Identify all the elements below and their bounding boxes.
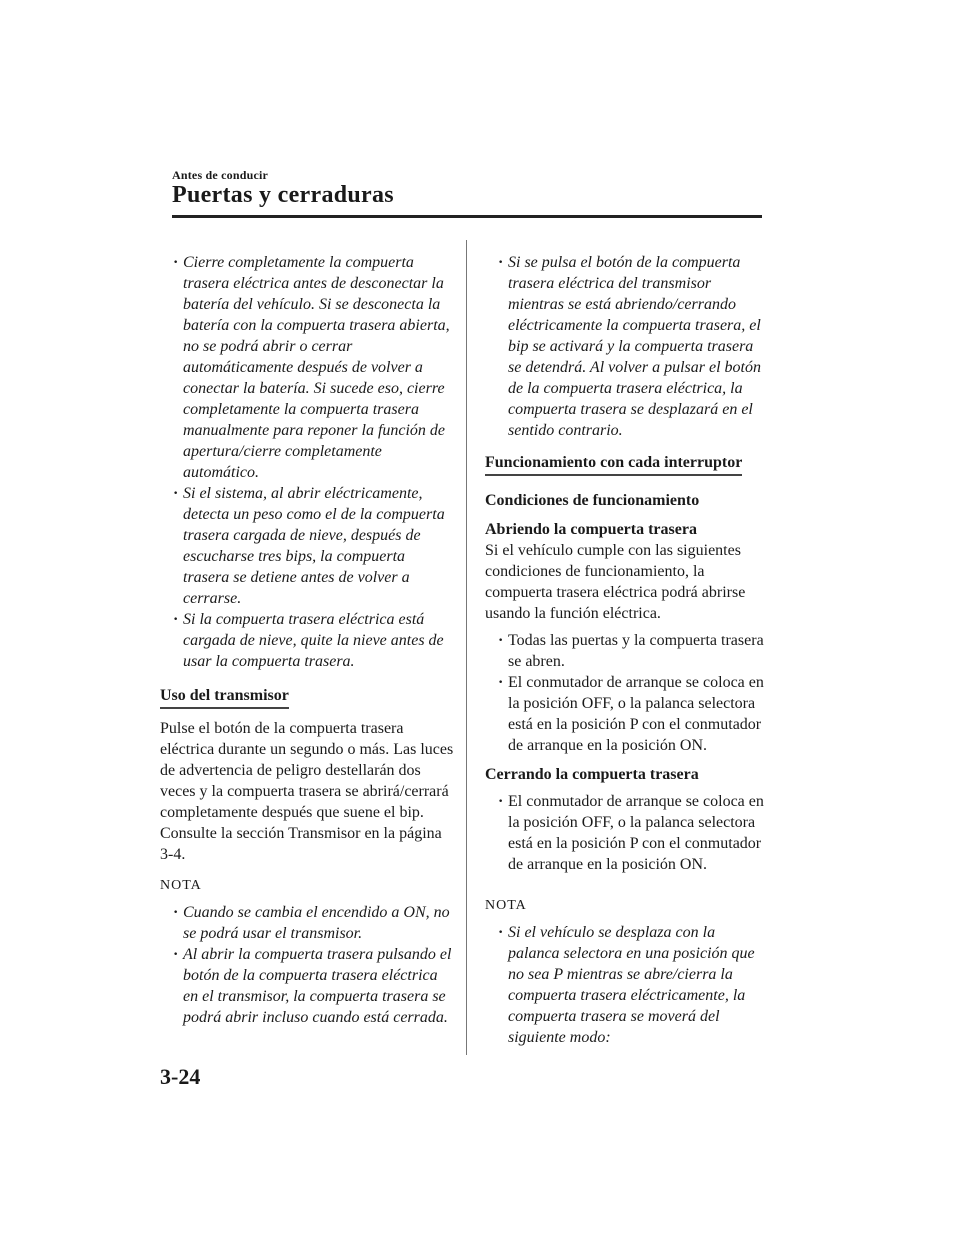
list-item: · Si se pulsa el botón de la compuerta trasera eléctrica del transmisor mientras se está abriendo/cerrando eléctricamente la compuerta trasera, el bip se activará y la compuerta trasera se detendrá. Al volver a pulsar el botón de la compuerta trasera eléctrica, la compuerta trasera se desplazará en el sentido contrario.	[485, 252, 770, 441]
list-item: · Cuando se cambia el encendido a ON, no se podrá usar el transmisor.	[160, 902, 455, 944]
movement-nota-list	[485, 922, 770, 1048]
column-divider	[466, 240, 467, 1055]
transmitter-text: Pulse el botón de la compuerta trasera eléctrica durante un segundo o más. Las luces de advertencia de peligro destellarán dos veces y la compuerta trasera se abrirá/cerrará completamente después que suene el bip.	[160, 720, 454, 821]
switch-operation-heading: Funcionamiento con cada interruptor	[485, 453, 742, 476]
nota-label: NOTA	[160, 878, 202, 893]
section-label: Antes de conducir	[172, 168, 269, 182]
transmitter-stop-note-list	[485, 252, 770, 441]
list-item: · Todas las puertas y la compuerta trasera se abren.	[485, 630, 770, 672]
list-item: · Al abrir la compuerta trasera pulsando el botón de la compuerta trasera eléctrica en el transmisor, la compuerta trasera se podrá abrir incluso cuando está cerrada.	[160, 944, 455, 1028]
transmitter-nota-list	[160, 902, 455, 1028]
closing-heading: Cerrando la compuerta trasera	[485, 766, 699, 783]
header-rule	[172, 215, 762, 218]
page-title: Puertas y cerraduras	[172, 182, 394, 208]
opening-text: Si el vehículo cumple con las siguientes condiciones de funcionamiento, la compuerta trasera eléctrica podrá abrirse usando la función eléctrica.	[485, 542, 746, 622]
conditions-heading: Condiciones de funcionamiento	[485, 492, 700, 509]
transmitter-reference: Consulte la sección Transmisor en la página 3-4.	[160, 825, 442, 863]
list-item: · Cierre completamente la compuerta trasera eléctrica antes de desconectar la batería del vehículo. Si se desconecta la batería con la compuerta trasera abierta, no se podrá abrir o cerrar automáticamente después de volver a conectar la batería. Si sucede eso, cierre completamente la compuerta trasera manualmente para reponer la función de apertura/cierre completamente automático.	[160, 252, 455, 483]
list-item: · Si el sistema, al abrir eléctricamente, detecta un peso como el de la compuerta trasera cargada de nieve, después de escucharse tres bips, la compuerta trasera se detiene antes de volver a cerrarse.	[160, 483, 455, 609]
list-item: · El conmutador de arranque se coloca en la posición OFF, o la palanca selectora está en la posición P con el conmutador de arranque en la posición ON.	[485, 672, 770, 756]
list-item: · Si la compuerta trasera eléctrica está cargada de nieve, quite la nieve antes de usar la compuerta trasera.	[160, 609, 455, 672]
battery-note-list	[160, 252, 455, 672]
nota-label: NOTA	[485, 898, 527, 913]
opening-conditions-list	[485, 630, 770, 756]
transmitter-heading: Uso del transmisor	[160, 686, 289, 709]
right-column	[485, 252, 770, 1048]
list-item: · Si el vehículo se desplaza con la palanca selectora en una posición que no sea P mientras se abre/cierra la compuerta trasera eléctricamente, la compuerta trasera se moverá del siguiente modo:	[485, 922, 770, 1048]
left-column	[160, 252, 455, 1028]
closing-conditions-list	[485, 791, 770, 875]
opening-heading: Abriendo la compuerta trasera	[485, 521, 697, 538]
list-item: · El conmutador de arranque se coloca en la posición OFF, o la palanca selectora está en la posición P con el conmutador de arranque en la posición ON.	[485, 791, 770, 875]
page-number: 3-24	[160, 1064, 201, 1089]
